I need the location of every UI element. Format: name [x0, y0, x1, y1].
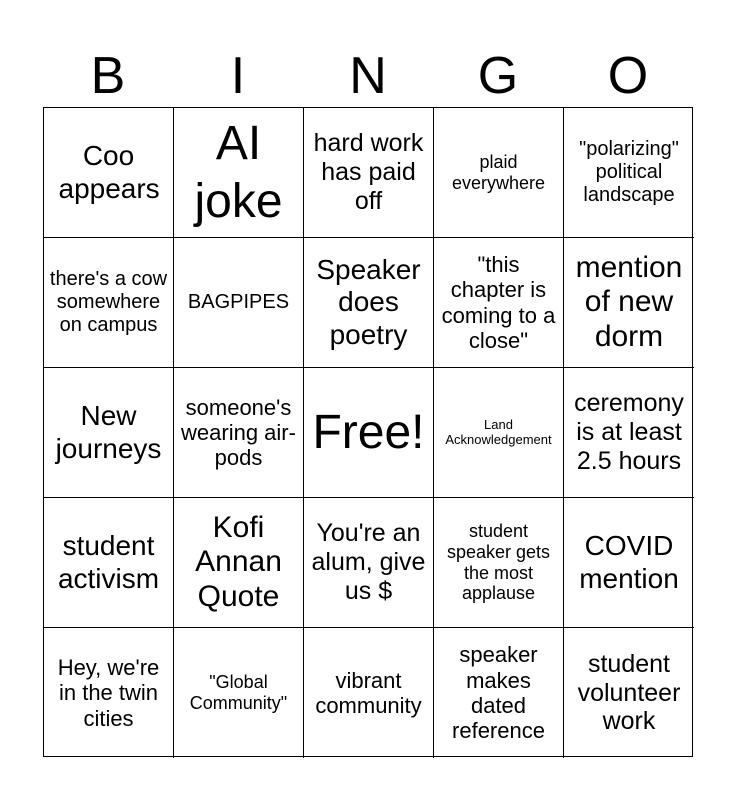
- cell-label: COVID mention: [579, 530, 679, 594]
- cell-label: ceremony is at least 2.5 hours: [574, 389, 684, 475]
- bingo-cell-n1[interactable]: [304, 108, 434, 238]
- cell-label: mention of new dorm: [575, 250, 683, 353]
- cell-label: You're an alum, give us $: [311, 519, 426, 605]
- header-letter-g: G: [477, 47, 519, 105]
- bingo-cell-b2[interactable]: [44, 238, 174, 368]
- bingo-cell-n5[interactable]: [304, 628, 434, 758]
- bingo-cell-g1[interactable]: [434, 108, 564, 238]
- cell-label: BAGPIPES: [187, 291, 290, 313]
- cell-label: student speaker gets the most applause: [446, 521, 551, 604]
- bingo-cell-o4[interactable]: [564, 498, 694, 628]
- cell-label: AI joke: [194, 116, 283, 228]
- bingo-board: [43, 107, 693, 757]
- bingo-cell-i1[interactable]: [174, 108, 304, 238]
- cell-label: plaid everywhere: [451, 151, 546, 193]
- cell-label: "this chapter is coming to a close": [441, 251, 556, 353]
- cell-label: vibrant community: [315, 667, 422, 718]
- bingo-cell-i3[interactable]: [174, 368, 304, 498]
- bingo-header: [43, 44, 693, 108]
- bingo-cell-n2[interactable]: [304, 238, 434, 368]
- bingo-cell-o1[interactable]: [564, 108, 694, 238]
- cell-label: hard work has paid off: [313, 129, 424, 215]
- cell-label: Coo appears: [58, 140, 160, 204]
- cell-label: student activism: [57, 530, 160, 594]
- bingo-cell-b5[interactable]: [44, 628, 174, 758]
- cell-label: speaker makes dated reference: [452, 642, 545, 744]
- bingo-cell-b1[interactable]: [44, 108, 174, 238]
- bingo-cell-i4[interactable]: [174, 498, 304, 628]
- cell-label: Hey, we're in the twin cities: [57, 655, 160, 731]
- header-letter-i: I: [230, 47, 246, 105]
- cell-label: Kofi Annan Quote: [195, 510, 282, 613]
- bingo-cell-n3[interactable]: [304, 368, 434, 498]
- cell-label: student volunteer work: [577, 649, 681, 736]
- cell-label: Speaker does poetry: [316, 254, 421, 350]
- bingo-cell-b3[interactable]: [44, 368, 174, 498]
- bingo-cell-g3[interactable]: [434, 368, 564, 498]
- bingo-cell-o5[interactable]: [564, 628, 694, 758]
- free-space-label: Free!: [312, 405, 425, 459]
- cell-label: Land Acknowledgement: [445, 416, 552, 447]
- header-letter-b: B: [90, 47, 126, 105]
- bingo-cell-i2[interactable]: [174, 238, 304, 368]
- bingo-cell-n4[interactable]: [304, 498, 434, 628]
- bingo-cell-o3[interactable]: [564, 368, 694, 498]
- bingo-cell-b4[interactable]: [44, 498, 174, 628]
- bingo-cell-g5[interactable]: [434, 628, 564, 758]
- header-letter-o: O: [607, 47, 649, 105]
- cell-label: "polarizing" political landscape: [579, 138, 679, 206]
- cell-label: New journeys: [55, 400, 162, 464]
- cell-label: "Global Community": [189, 672, 288, 713]
- bingo-cell-g4[interactable]: [434, 498, 564, 628]
- cell-label: someone's wearing air-pods: [181, 394, 296, 471]
- bingo-cell-o2[interactable]: [564, 238, 694, 368]
- bingo-cell-g2[interactable]: [434, 238, 564, 368]
- cell-label: there's a cow somewhere on campus: [49, 268, 168, 336]
- header-letter-n: N: [349, 47, 387, 105]
- bingo-cell-i5[interactable]: [174, 628, 304, 758]
